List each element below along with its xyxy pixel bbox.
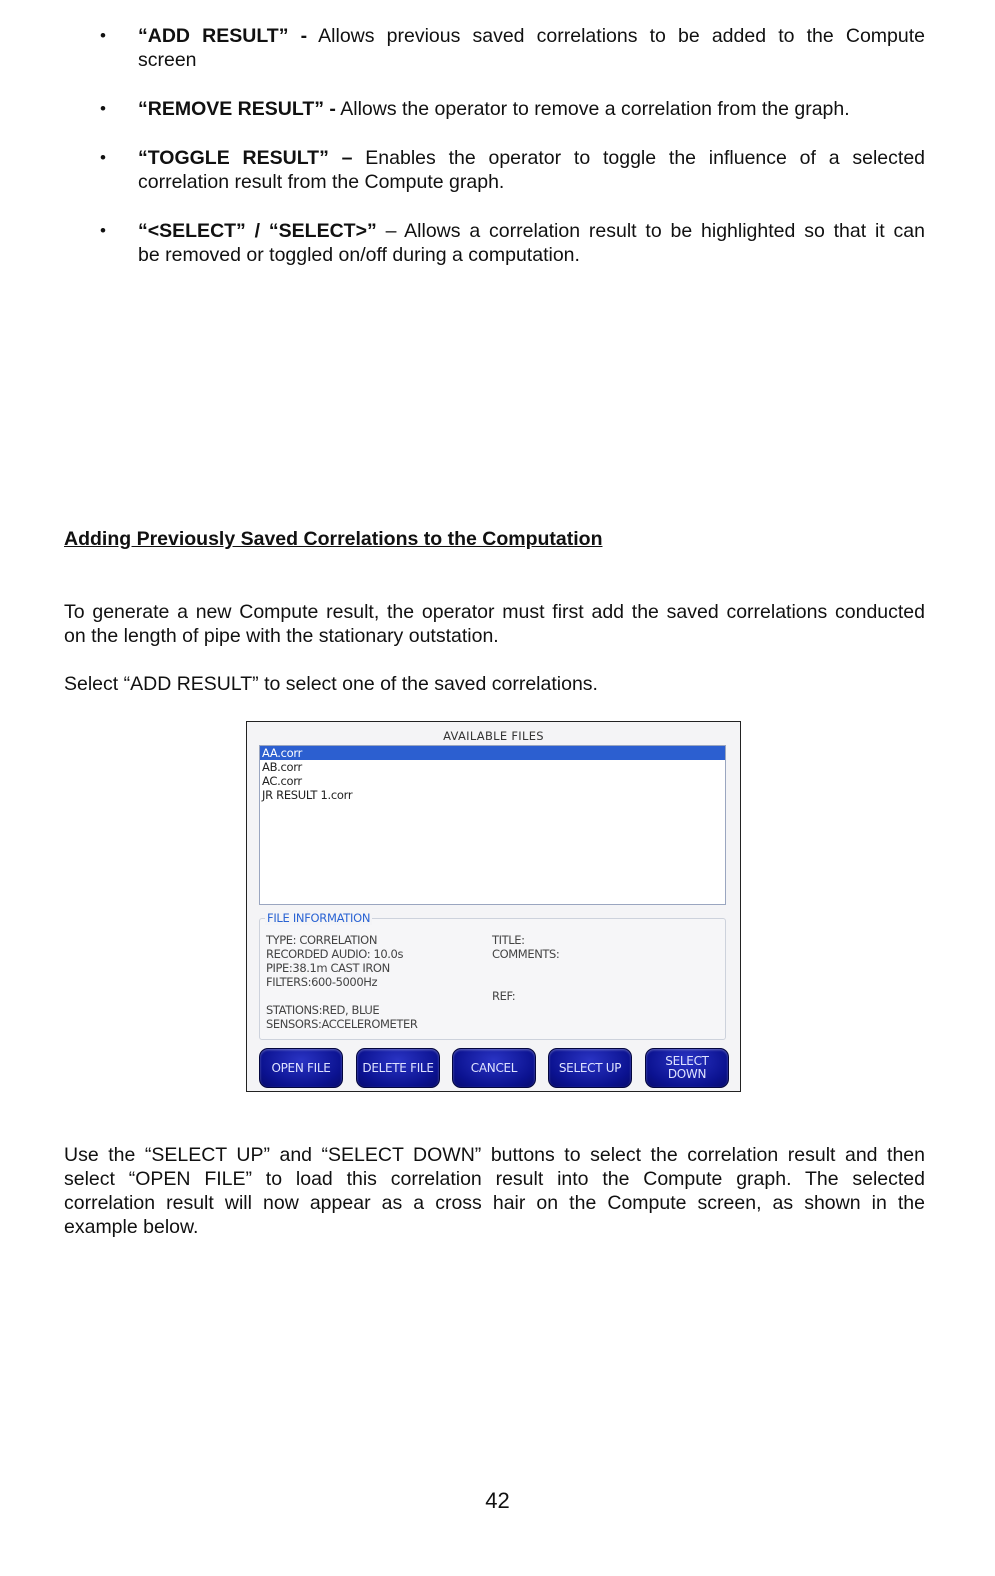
para-line: on the length of pipe with the stationary outstation. xyxy=(64,625,499,647)
bullet-dot: • xyxy=(100,221,106,240)
info-ref: REF: xyxy=(492,989,516,1003)
bullet-remove-result xyxy=(100,97,925,121)
dialog-title: AVAILABLE FILES xyxy=(443,729,544,743)
para-line: select “OPEN FILE” to load this correlation result into the Compute graph. The selected xyxy=(64,1168,925,1190)
info-spacer xyxy=(492,975,559,989)
cancel-button[interactable]: CANCEL xyxy=(452,1048,536,1088)
info-right-column xyxy=(492,933,559,1003)
bullet-label: “TOGGLE RESULT” – xyxy=(138,147,353,169)
info-stations: STATIONS:RED, BLUE xyxy=(266,1003,380,1017)
bullet-label: “<SELECT” / “SELECT>” xyxy=(138,220,377,242)
available-files-dialog xyxy=(246,721,741,1092)
bullet-text-cont: correlation result from the Compute graph. xyxy=(138,171,505,193)
info-filters: FILTERS:600-5000Hz xyxy=(266,975,378,989)
bullet-dot: • xyxy=(100,99,106,118)
bullet-add-result xyxy=(100,24,925,72)
select-down-label-2: DOWN xyxy=(667,1067,707,1081)
bullet-text: Allows previous saved correlations to be added to the Compute xyxy=(318,25,925,47)
info-type: TYPE: CORRELATION xyxy=(266,933,378,947)
file-information-title: FILE INFORMATION xyxy=(267,911,371,925)
bullet-text-cont: be removed or toggled on/off during a computation. xyxy=(138,244,580,266)
select-down-button[interactable] xyxy=(645,1048,729,1088)
bullet-label: “REMOVE RESULT” - xyxy=(138,98,336,120)
info-recorded-audio: RECORDED AUDIO: 10.0s xyxy=(266,947,404,961)
bullet-dot: • xyxy=(100,148,106,167)
intro-paragraph xyxy=(64,600,925,648)
page-number: 42 xyxy=(485,1488,510,1513)
file-item[interactable]: JR RESULT 1.corr xyxy=(262,788,353,802)
bullet-text-cont: screen xyxy=(138,49,197,71)
file-list[interactable] xyxy=(259,745,726,905)
bullet-select xyxy=(100,219,925,267)
open-file-button[interactable]: OPEN FILE xyxy=(259,1048,343,1088)
info-title: TITLE: xyxy=(492,933,525,947)
para-line: correlation result will now appear as a cross hair on the Compute screen, as shown in the xyxy=(64,1192,925,1214)
info-pipe: PIPE:38.1m CAST IRON xyxy=(266,961,390,975)
select-instructions-paragraph xyxy=(64,1143,925,1239)
info-spacer xyxy=(266,989,417,1003)
delete-file-button[interactable]: DELETE FILE xyxy=(356,1048,440,1088)
para-line: example below. xyxy=(64,1216,199,1238)
select-up-button[interactable]: SELECT UP xyxy=(548,1048,632,1088)
bullet-text: – Allows a correlation result to be highlighted so that it can xyxy=(385,220,925,242)
info-spacer xyxy=(492,961,559,975)
file-information-group xyxy=(259,911,726,1040)
bullet-dot: • xyxy=(100,26,106,45)
para-line: Use the “SELECT UP” and “SELECT DOWN” buttons to select the correlation result and then xyxy=(64,1144,925,1166)
bullet-toggle-result xyxy=(100,146,926,194)
file-item[interactable]: AB.corr xyxy=(262,760,302,774)
bullet-text: Allows the operator to remove a correlation from the graph. xyxy=(340,98,850,120)
file-item[interactable]: AA.corr xyxy=(260,746,725,760)
bullet-label: “ADD RESULT” - xyxy=(138,25,308,47)
info-sensors: SENSORS:ACCELEROMETER xyxy=(266,1017,418,1031)
bullet-text: Enables the operator to toggle the influence of a selected xyxy=(365,147,926,169)
info-comments: COMMENTS: xyxy=(492,947,560,961)
section-heading: Adding Previously Saved Correlations to the Computation xyxy=(64,528,603,550)
add-result-instruction: Select “ADD RESULT” to select one of the saved correlations. xyxy=(64,673,598,695)
file-item[interactable]: AC.corr xyxy=(262,774,302,788)
para-line: To generate a new Compute result, the operator must first add the saved correlations conducted xyxy=(64,601,925,623)
select-down-label-1: SELECT xyxy=(665,1054,709,1068)
info-left-column xyxy=(266,933,417,1031)
